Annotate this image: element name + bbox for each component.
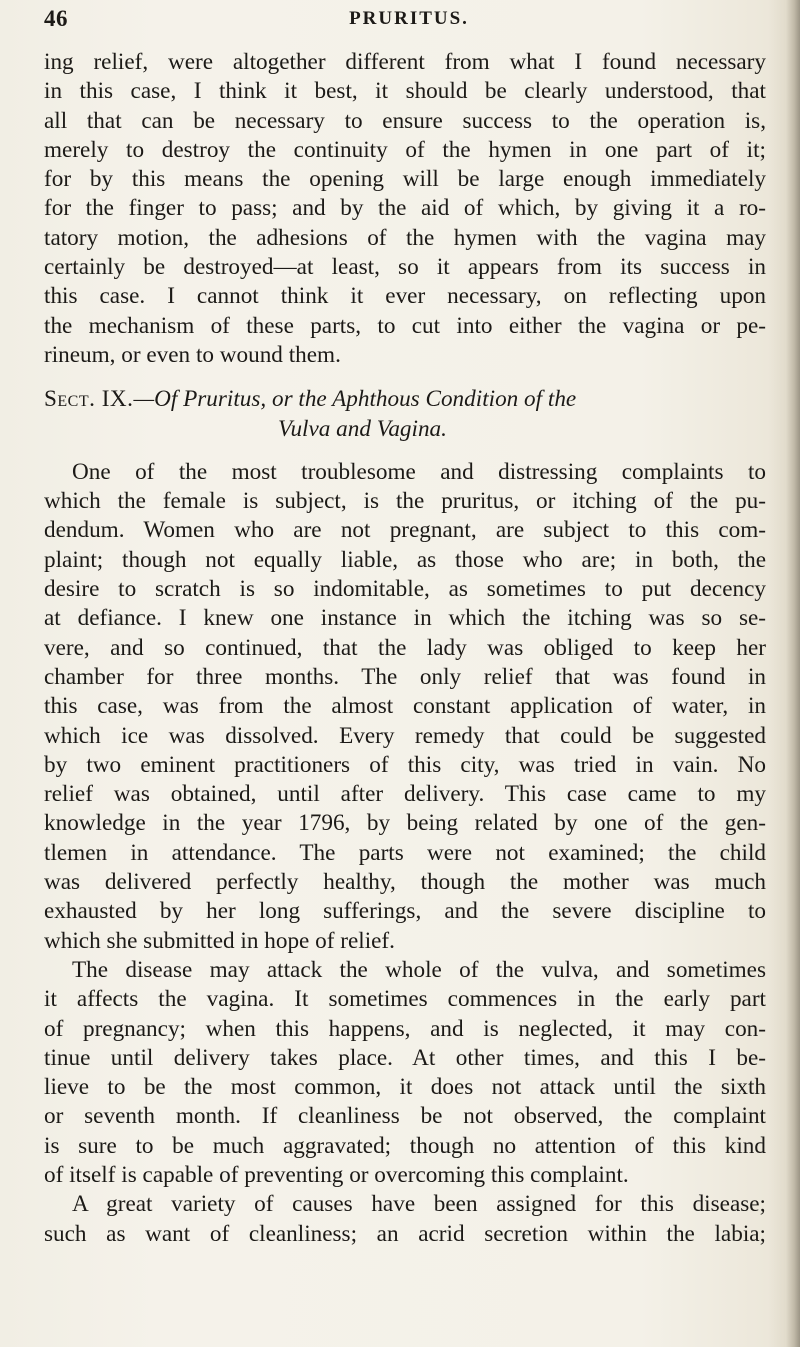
section-title-line-2: Vulva and Vagina.: [278, 415, 447, 442]
text-line: this case. I cannot think it ever necessary, on reflecting upon: [44, 283, 766, 310]
text-line: chamber for three months. The only relief that was found in: [44, 663, 766, 690]
text-line: is sure to be much aggravated; though no attention of this kind: [44, 1132, 766, 1159]
text-line: it affects the vagina. It sometimes commences in the early part: [44, 986, 766, 1013]
text-line: which the female is subject, is the pruritus, or itching of the pu-: [44, 488, 766, 515]
text-line: for the finger to pass; and by the aid of which, by giving it a ro-: [44, 195, 766, 222]
page-number: 46: [44, 6, 68, 31]
text-line: this case, was from the almost constant application of water, in: [44, 693, 766, 720]
text-line: knowledge in the year 1796, by being related by one of the gen-: [44, 810, 766, 837]
text-line: merely to destroy the continuity of the hymen in one part of it;: [44, 136, 766, 163]
text-line: which ice was dissolved. Every remedy that could be suggested: [44, 722, 766, 749]
text-line: lieve to be the most common, it does not attack until the sixth: [44, 1074, 766, 1101]
text-line: or seventh month. If cleanliness be not observed, the complaint: [44, 1103, 766, 1130]
text-line: by two eminent practitioners of this city, was tried in vain. No: [44, 751, 766, 778]
paragraph-3: [44, 956, 766, 1190]
text-line: exhausted by her long sufferings, and the severe discipline to: [44, 898, 766, 925]
paragraph-4: [44, 1190, 766, 1249]
text-line: rineum, or even to wound them.: [44, 341, 341, 368]
paragraph-2: [44, 458, 766, 956]
text-line: certainly be destroyed—at least, so it appears from its success in: [44, 254, 766, 281]
text-line: A great variety of causes have been assigned for this disease;: [72, 1191, 766, 1218]
text-line: The disease may attack the whole of the vulva, and sometimes: [72, 956, 766, 983]
text-line: dendum. Women who are not pregnant, are subject to this com-: [44, 517, 766, 544]
text-line: of itself is capable of preventing or overcoming this complaint.: [44, 1161, 629, 1188]
text-line: tinue until delivery takes place. At other times, and this I be-: [44, 1044, 766, 1071]
text-line: plaint; though not equally liable, as those who are; in both, the: [44, 546, 766, 573]
paragraph-1: [44, 48, 766, 370]
text-line: all that can be necessary to ensure success to the operation is,: [44, 107, 766, 134]
text-line: such as want of cleanliness; an acrid secretion within the labia;: [44, 1220, 766, 1247]
text-line: tlemen in attendance. The parts were not examined; the child: [44, 839, 766, 866]
text-line: desire to scratch is so indomitable, as sometimes to put decency: [44, 576, 766, 603]
page-header: [44, 6, 774, 42]
text-line: at defiance. I knew one instance in which the itching was so se-: [44, 605, 766, 632]
text-line: for by this means the opening will be large enough immediately: [44, 166, 766, 193]
body-text: [44, 48, 766, 1249]
running-head: PRURITUS.: [349, 8, 469, 29]
text-line: was delivered perfectly healthy, though the mother was much: [44, 869, 766, 896]
text-line: vere, and so continued, that the lady was obliged to keep her: [44, 634, 766, 661]
section-title: —Of Pruritus, or the Aphthous Condition of the: [133, 386, 577, 413]
text-line: relief was obtained, until after delivery. This case came to my: [44, 781, 766, 808]
section-heading: [44, 385, 766, 444]
text-line: which she submitted in hope of relief.: [44, 927, 395, 954]
text-line: ing relief, were altogether different from what I found necessary: [44, 49, 766, 75]
text-line: of pregnancy; when this happens, and is neglected, it may con-: [44, 1015, 766, 1042]
text-line: the mechanism of these parts, to cut into either the vagina or pe-: [44, 312, 766, 339]
section-label: Sect. IX.: [44, 386, 134, 413]
section-heading-line-1: [44, 385, 766, 414]
text-line: One of the most troublesome and distressing complaints to: [72, 458, 766, 485]
page-edge-shadow: [786, 0, 800, 1347]
text-line: in this case, I think it best, it should be clearly understood, that: [44, 78, 766, 105]
text-line: tatory motion, the adhesions of the hymen with the vagina may: [44, 224, 766, 251]
